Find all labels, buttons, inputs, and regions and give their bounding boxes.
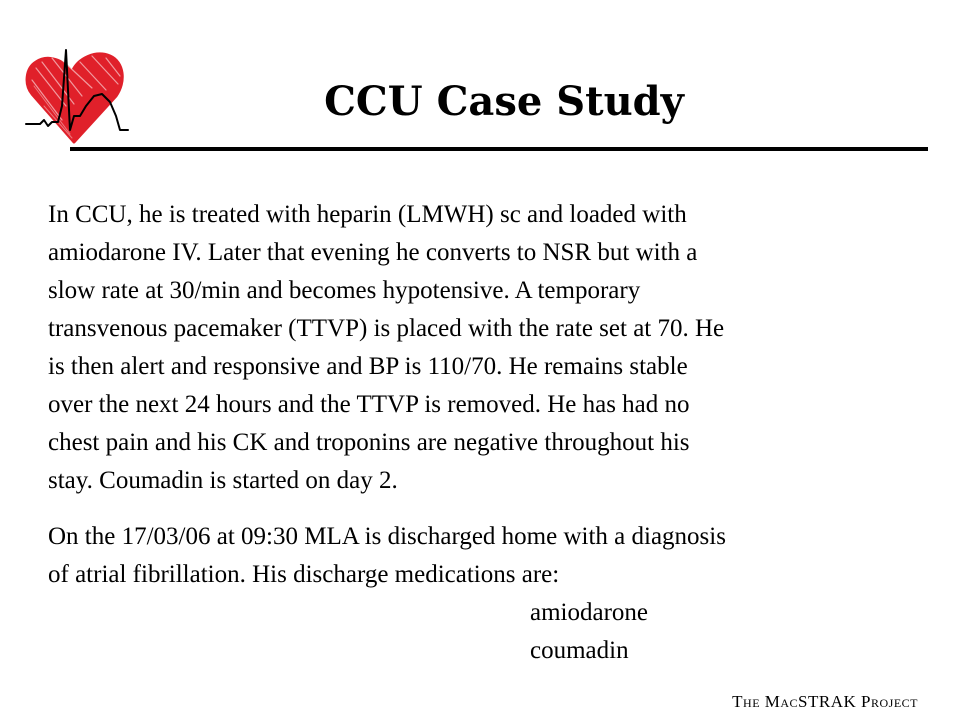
medication-item: amiodarone: [530, 599, 649, 626]
case-paragraph-ccu: In CCU, he is treated with heparin (LMWH) sc and loaded with amiodarone IV. Later that evening he converts to NSR but with a slow rate at 30/min and becomes hypotensive. A temporary transvenous pacemaker (TTVP) is placed with the rate set at 70. He is then alert and responsive and BP is 110/70. He remains stable over the next 24 hours and the TTVP is removed. He has had no chest pain and his CK and troponins are negative throughout his stay. Coumadin is started on day 2.: [48, 201, 725, 494]
medication-list: [48, 594, 928, 670]
title-divider: [70, 147, 928, 151]
slide-title: CCU Case Study: [324, 78, 684, 125]
slide-body: [48, 196, 928, 670]
medication-item: coumadin: [530, 637, 629, 664]
footer-project-name: The MacSTRAK Project: [732, 692, 918, 711]
case-paragraph-discharge: On the 17/03/06 at 09:30 MLA is discharged home with a diagnosis of atrial fibrillation. His discharge medications are:: [48, 523, 726, 588]
